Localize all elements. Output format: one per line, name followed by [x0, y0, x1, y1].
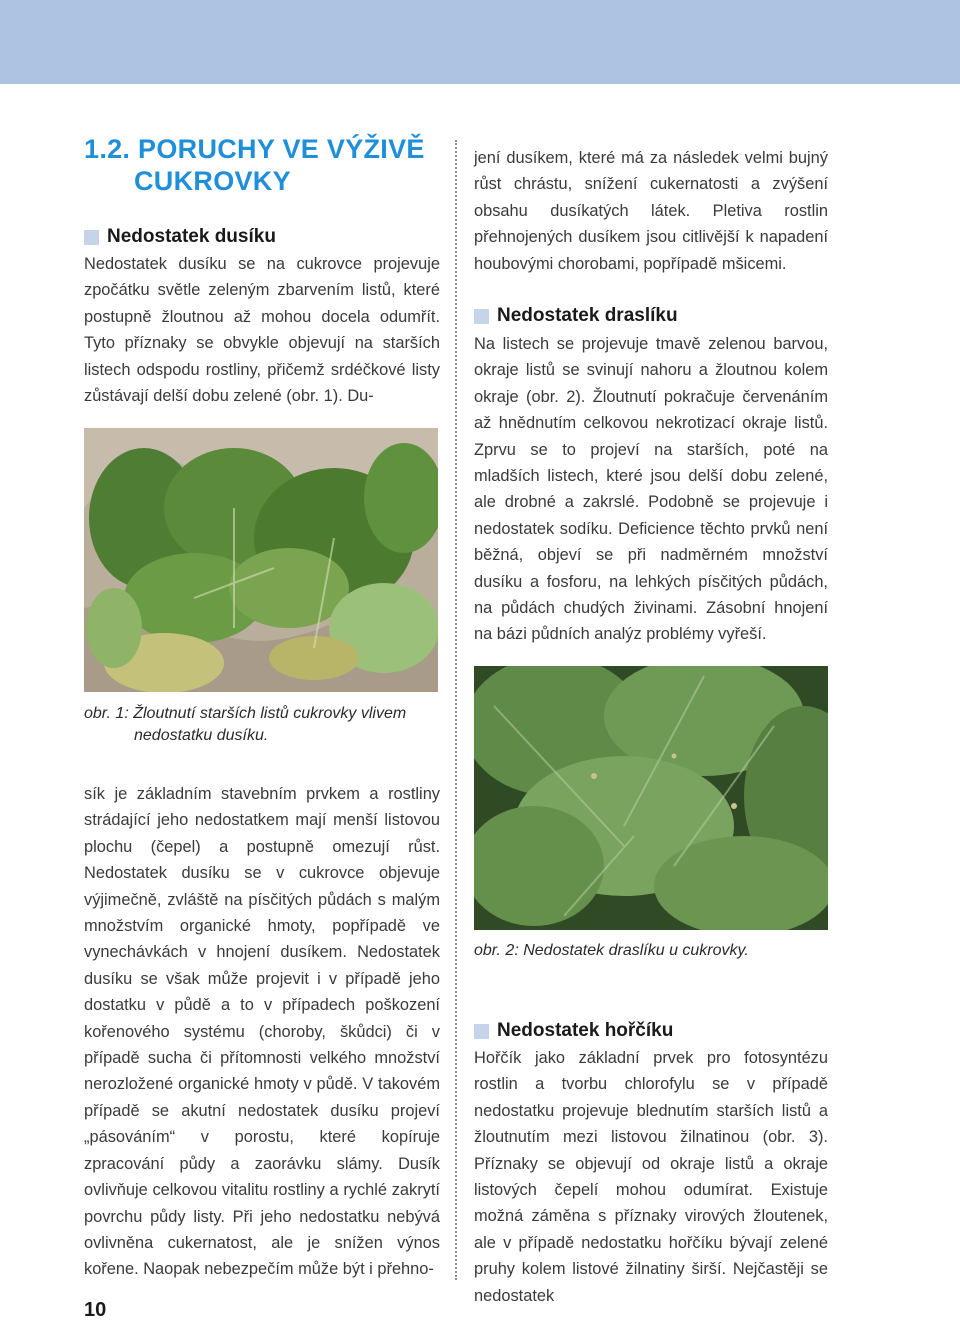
heading-nitrogen	[84, 225, 276, 249]
photo-potassium-deficiency	[474, 666, 828, 930]
heading-potassium	[474, 304, 678, 328]
top-color-bar	[0, 0, 960, 84]
section-title-line2: CUKROVKY	[134, 166, 291, 196]
photo-nitrogen-deficiency	[84, 428, 438, 692]
magnesium-paragraph: Hořčík jako základní prvek pro fotosyntézu rostlin a tvorbu chlorofylu se v případě nedostatku projevuje blednutím starších listů a žloutnutím mezi listovou žilnatinou (obr. 3). Příznaky se objevují od okraje listů a okraje listových čepelí mohou odumírat. Existuje možná záměna s příznaky virových žloutenek, ale v případě nedostatku hořčíku bývají zelené pruhy kolem listové žilnatiny širší. Nejčastěji se nedostatek	[474, 1049, 828, 1305]
heading-magnesium	[474, 1019, 673, 1043]
heading-nitrogen-label: Nedostatek dusíku	[107, 226, 276, 247]
bullet-square-icon	[474, 309, 489, 324]
heading-magnesium-label: Nedostatek hořčíku	[497, 1020, 674, 1041]
nitrogen-paragraph-right: jení dusíkem, které má za následek velmi bujný růst chrástu, snížení cukernatosti a zvýšení obsahu dusíkatých látek. Pletiva rostlin přehnojených dusíkem jsou citlivější k napadení houbovými chorobami, popřípadě mšicemi.	[474, 149, 828, 273]
bullet-square-icon	[474, 1024, 489, 1039]
nitrogen-paragraph-2: sík je základním stavebním prvkem a rostliny strádající jeho nedostatkem mají menší listovou plochu (čepel) a postupně omezují růst. Nedostatek dusíku se v cukrovce objevuje výjimečně, zvláště na písčitých půdách s malým množstvím organické hmoty, popřípadě ve vynechávkách v hnojení dusíkem. Nedostatek dusíku se však může projevit i v případě jeho dostatku v půdě a to v případech poškození kořenového systému (choroby, škůdci) či v případě sucha či přítomnosti velkého množství nerozložené organické hmoty v půdě. V takovém případě se akutní nedostatek dusíku projeví „pásováním“ v porostu, které kopíruje zpracování půdy a zaorávku slámy. Dusík ovlivňuje celkovou vitalitu rostliny a rychlé zakrytí povrchu půdy listy. Při jeho nedostatku nebývá ovlivněna cukernatost, ale je snížen výnos kořene. Naopak nebezpečím může být i přehno-	[84, 785, 440, 1279]
caption-photo-1-line1: obr. 1: Žloutnutí starších listů cukrovky vlivem	[84, 705, 407, 722]
caption-photo-1	[84, 703, 454, 747]
potassium-paragraph: Na listech se projevuje tmavě zelenou barvou, okraje listů se svinují nahoru a žloutnou kolem okraje (obr. 2). Žloutnutí pokračuje červenáním až hnědnutím celkovou nekrotizací okraje listů. Zprvu se to projeví na starších, poté na mladších listech, které jsou delší dobu zelené, ale drobné a zakrslé. Podobně se projevuje i nedostatek sodíku. Deficience těchto prvků není běžná, objeví se při nadměrném množství dusíku a fosforu, na lehkých písčitých půdách, na půdách chudých živinami. Zásobní hnojení na bázi půdních analýz problémy vyřeší.	[474, 335, 828, 644]
caption-photo-2: obr. 2: Nedostatek draslíku u cukrovky.	[474, 942, 749, 959]
column-divider	[455, 140, 457, 1280]
nitrogen-paragraph-1: Nedostatek dusíku se na cukrovce projevuje zpočátku světle zeleným zbarvením listů, které postupně žloutnou až mohou docela odumřít. Tyto příznaky se obvykle objevují na starších listech odspodu rostliny, přičemž srdéčkové listy zůstávají delší dobu zelené (obr. 1). Du-	[84, 255, 440, 406]
bullet-square-icon	[84, 230, 99, 245]
caption-photo-1-line2: nedostatku dusíku.	[134, 727, 269, 744]
heading-potassium-label: Nedostatek draslíku	[497, 305, 678, 326]
section-title-line1: 1.2. PORUCHY VE VÝŽIVĚ	[84, 134, 425, 164]
section-title	[84, 133, 444, 197]
page-number: 10	[84, 1299, 107, 1320]
